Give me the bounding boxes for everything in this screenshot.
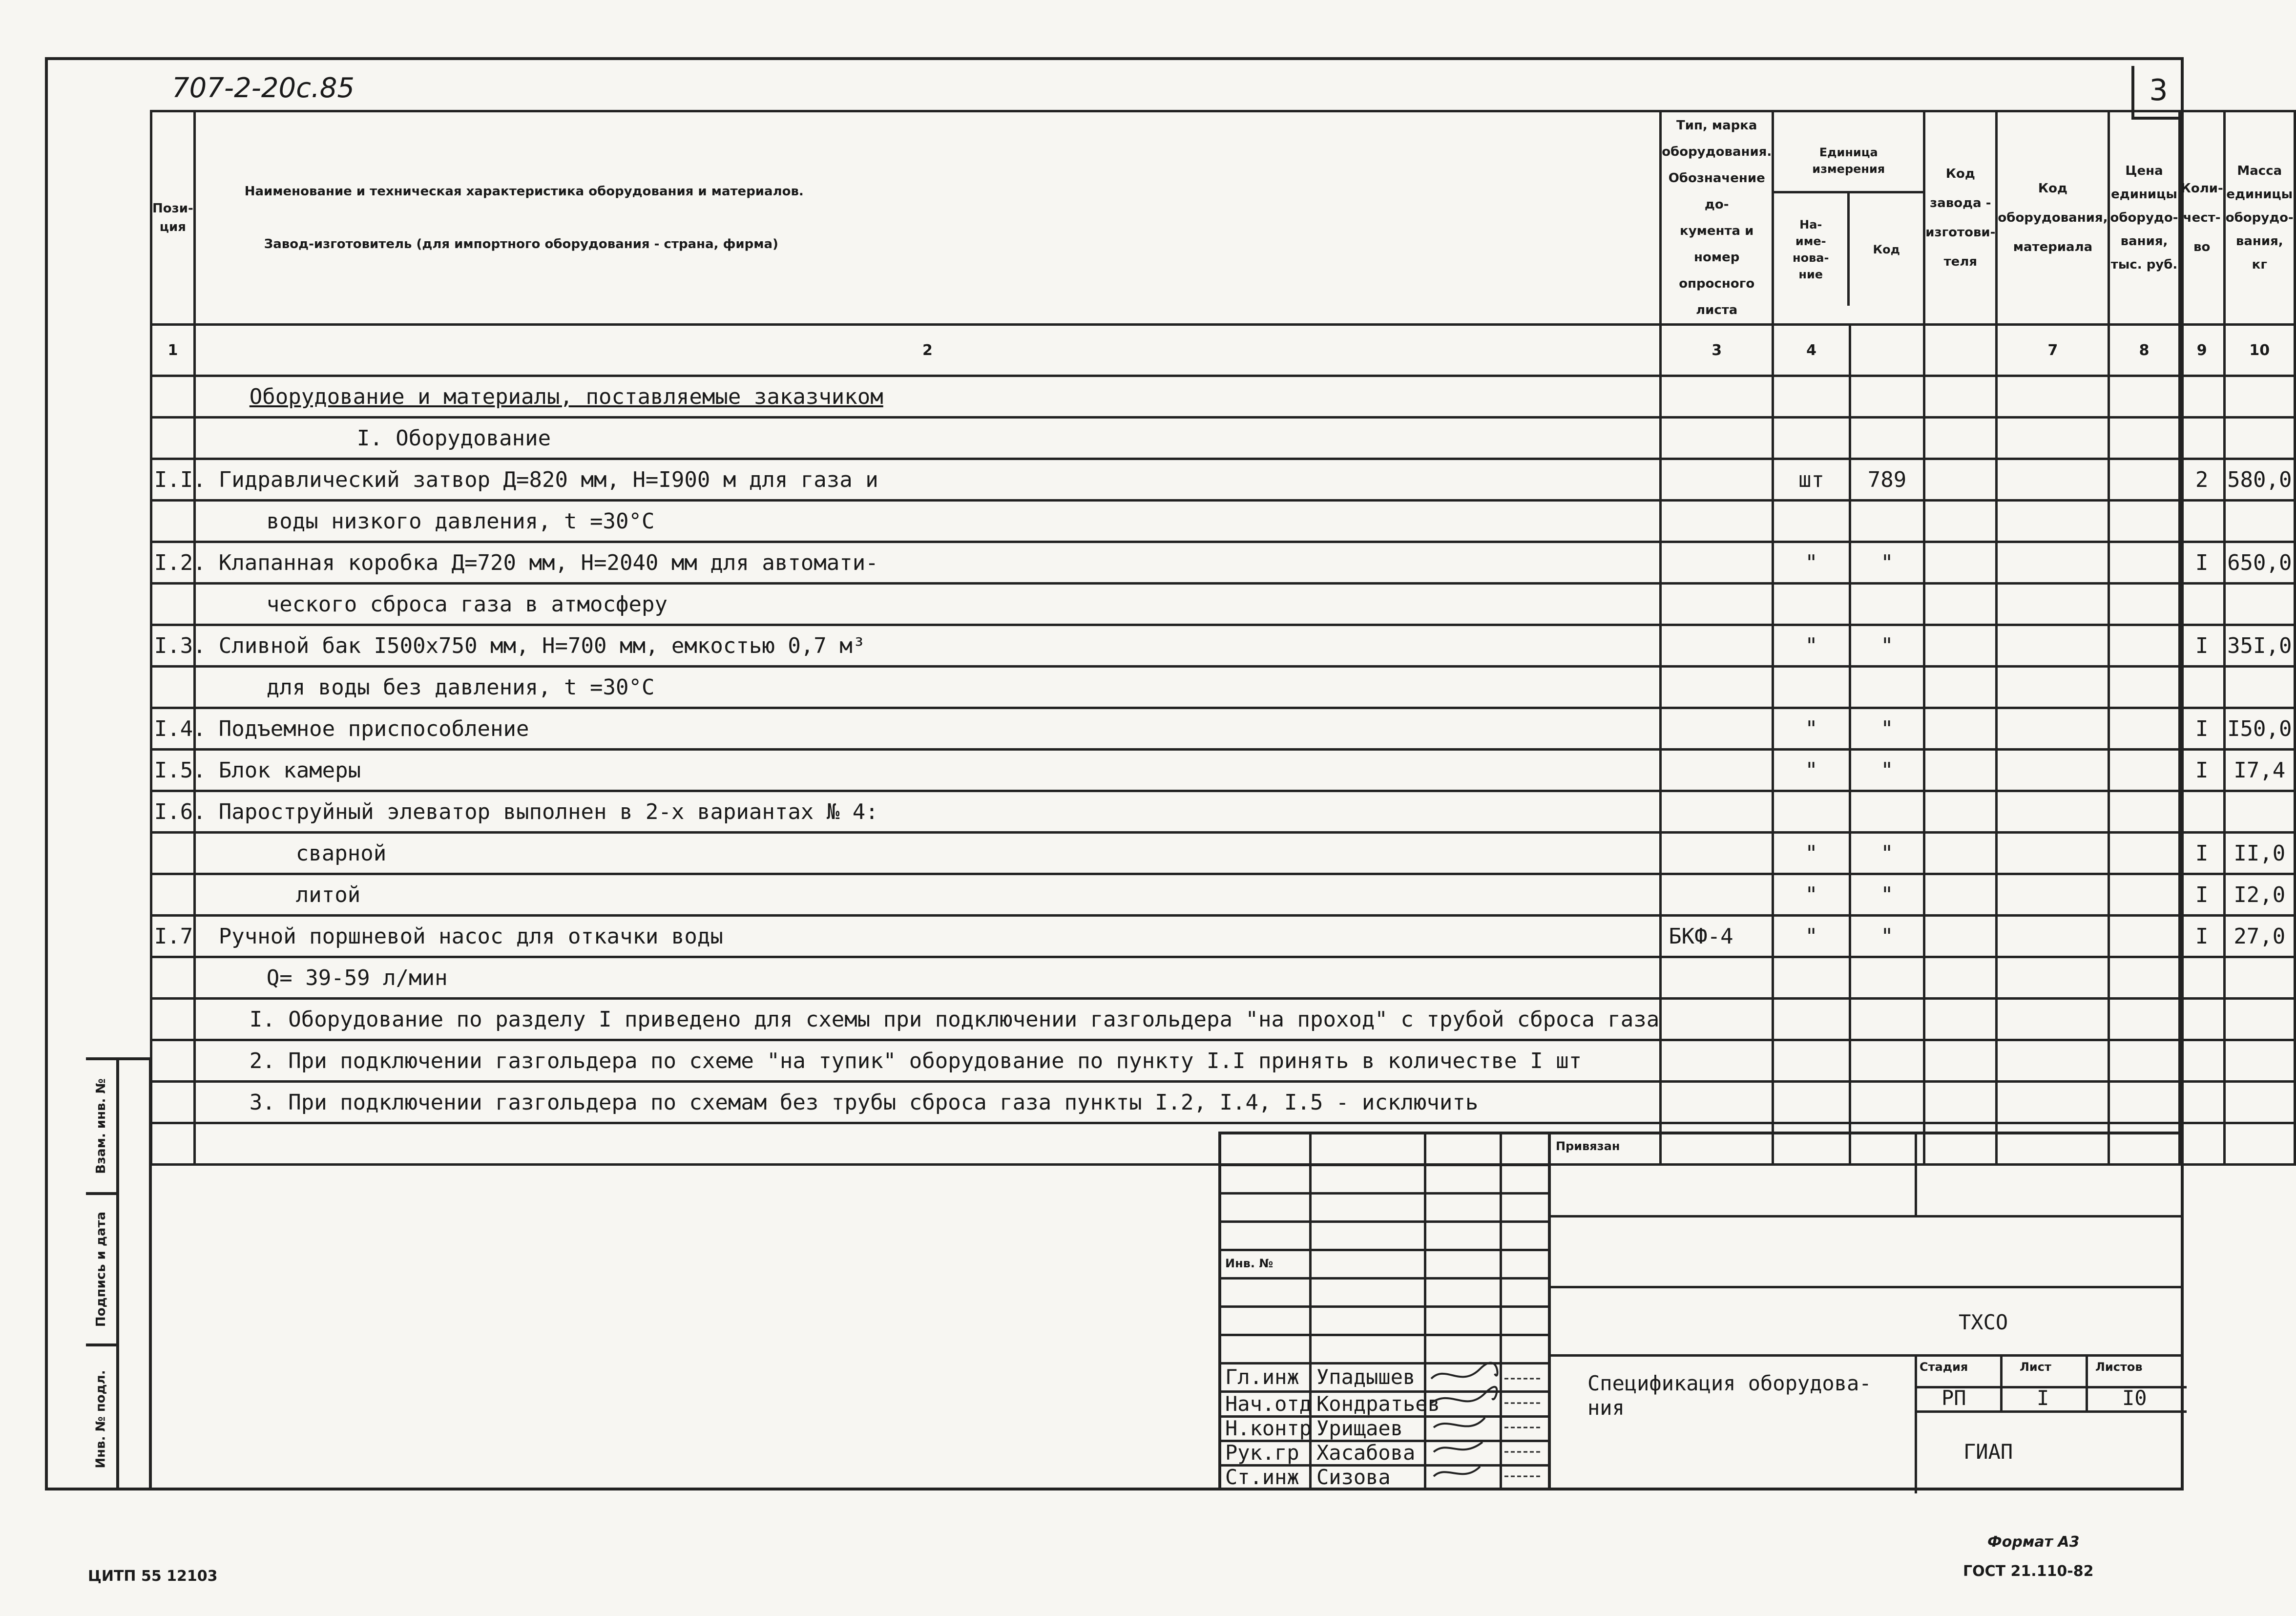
note-1: I. Оборудование по разделу I приведено для схемы при подключении газгольдера "на проход" с трубой сброса газа bbox=[194, 999, 1660, 1040]
table-row: I.4. Подъемное приспособление " " I I50,0 bbox=[151, 708, 2295, 750]
header-unit-code: Код bbox=[1873, 243, 1900, 256]
sheet-value: I bbox=[2037, 1386, 2049, 1410]
role-3: Н.контр bbox=[1225, 1416, 1312, 1440]
header-unit-name: На- име- нова- ние bbox=[1774, 193, 1850, 306]
footer-print-code: ЦИТП 55 12103 bbox=[88, 1568, 218, 1585]
header-unit bbox=[1773, 111, 1924, 325]
margin-strip bbox=[86, 1057, 152, 1490]
name-5: Сизова bbox=[1316, 1465, 1391, 1489]
role-2: Нач.отд bbox=[1225, 1392, 1312, 1416]
header-position: Пози- ция bbox=[151, 111, 195, 325]
header-mass: Масса единицы оборудо- вания, кг bbox=[2224, 111, 2295, 325]
note-row bbox=[151, 1040, 2295, 1082]
strip-replace-inv: Взам. инв. № bbox=[94, 1078, 108, 1174]
header-equipment-code: Код оборудования, материала bbox=[1997, 111, 2109, 325]
signature-scribbles bbox=[1426, 1359, 1548, 1491]
sheet-number: 3 bbox=[2131, 66, 2183, 120]
stage-label: Стадия bbox=[1920, 1360, 1968, 1374]
subsection-heading: I. Оборудование bbox=[194, 418, 1660, 459]
table-row: I.3. Сливной бак I500x750 мм, Н=700 мм, емкостью 0,7 м³ " " I 35I,0 bbox=[151, 625, 2295, 667]
table-row: I.2. Клапанная коробка Д=720 мм, Н=2040 мм для автомати- " " I 650,0 bbox=[151, 542, 2295, 584]
header-quantity: Коли- чест- во bbox=[2179, 111, 2224, 325]
role-5: Ст.инж bbox=[1225, 1465, 1299, 1489]
note-2: 2. При подключении газгольдера по схеме "на тупик" оборудование по пункту I.I принять в количестве I шт bbox=[194, 1040, 1660, 1082]
sheets-label: Листов bbox=[2095, 1360, 2143, 1374]
strip-signature-date: Подпись и дата bbox=[94, 1211, 109, 1327]
sheets-value: I0 bbox=[2122, 1386, 2147, 1410]
table-row: I.I. Гидравлический затвор Д=820 мм, Н=I900 м для газа и шт 789 2 580,0 bbox=[151, 459, 2295, 501]
role-1: Гл.инж bbox=[1225, 1365, 1299, 1389]
strip-inv-original: Инв. № подл. bbox=[94, 1370, 108, 1469]
inv-number-label: Инв. № bbox=[1225, 1257, 1273, 1270]
table-row: I.7 Ручной поршневой насос для откачки воды БКФ-4 " " I 27,0 bbox=[151, 916, 2295, 957]
role-4: Рук.гр bbox=[1225, 1441, 1299, 1465]
table-row: I.5. Блок камеры " " I I7,4 bbox=[151, 750, 2295, 791]
table-row bbox=[151, 376, 2295, 418]
note-row bbox=[151, 1082, 2295, 1123]
table-row: Q= 39-59 л/мин bbox=[151, 957, 2295, 999]
table-row: ческого сброса газа в атмосферу bbox=[151, 584, 2295, 625]
name-2: Кондратьев bbox=[1316, 1392, 1440, 1416]
position: I.I. bbox=[154, 467, 206, 492]
name-1: Упадышев bbox=[1316, 1365, 1416, 1389]
designation-code: ТХСО bbox=[1959, 1310, 2008, 1334]
header-row bbox=[151, 111, 2295, 325]
footer-gost: ГОСТ 21.110-82 bbox=[1963, 1563, 2094, 1580]
title-block-main bbox=[1548, 1132, 2184, 1490]
header-unit-title: Единица измерения bbox=[1774, 130, 1923, 193]
stage-value: РП bbox=[1941, 1386, 1966, 1410]
document-code: 707-2-20с.85 bbox=[172, 72, 355, 104]
table-row: для воды без давления, t =30°С bbox=[151, 667, 2295, 708]
section-heading: Оборудование и материалы, поставляемые заказчиком bbox=[194, 376, 1660, 418]
note-row bbox=[151, 999, 2295, 1040]
organization: ГИАП bbox=[1963, 1440, 2013, 1464]
header-plant-code: Код завода - изготови- теля bbox=[1924, 111, 1997, 325]
table-row: воды низкого давления, t =30°С bbox=[151, 501, 2295, 542]
privyazan-label: Привязан bbox=[1556, 1139, 1620, 1153]
name-4: Хасабова bbox=[1316, 1441, 1416, 1465]
footer-format: Формат А3 bbox=[1987, 1533, 2080, 1551]
title-block-signatures bbox=[1218, 1132, 1548, 1490]
document-title: Спецификация оборудова- ния bbox=[1587, 1371, 1872, 1420]
column-number-row: 1 2 3 4 7 8 9 10 bbox=[151, 325, 2295, 376]
header-price: Цена единицы оборудо- вания, тыс. руб. bbox=[2109, 111, 2179, 325]
table-row: I.6. Пароструйный элеватор выполнен в 2-х вариантах № 4: bbox=[151, 791, 2295, 833]
table-row: литой " " I I2,0 bbox=[151, 874, 2295, 916]
header-type: Тип, марка оборудования. Обозначение до- кумента и номер опросного листа bbox=[1661, 111, 1773, 325]
name-3: Урищаев bbox=[1316, 1416, 1403, 1440]
table-row bbox=[151, 418, 2295, 459]
note-3: 3. При подключении газгольдера по схемам без трубы сброса газа пункты I.2, I.4, I.5 - исключить bbox=[194, 1082, 1660, 1123]
sheet-label: Лист bbox=[2020, 1360, 2051, 1374]
specification-table bbox=[150, 110, 2296, 1166]
table-row: сварной " " I II,0 bbox=[151, 833, 2295, 874]
header-name: Наименование и техническая характеристика оборудования и материалов. Завод-изготовитель (для импортного оборудования - страна, фирма) bbox=[194, 111, 1660, 325]
